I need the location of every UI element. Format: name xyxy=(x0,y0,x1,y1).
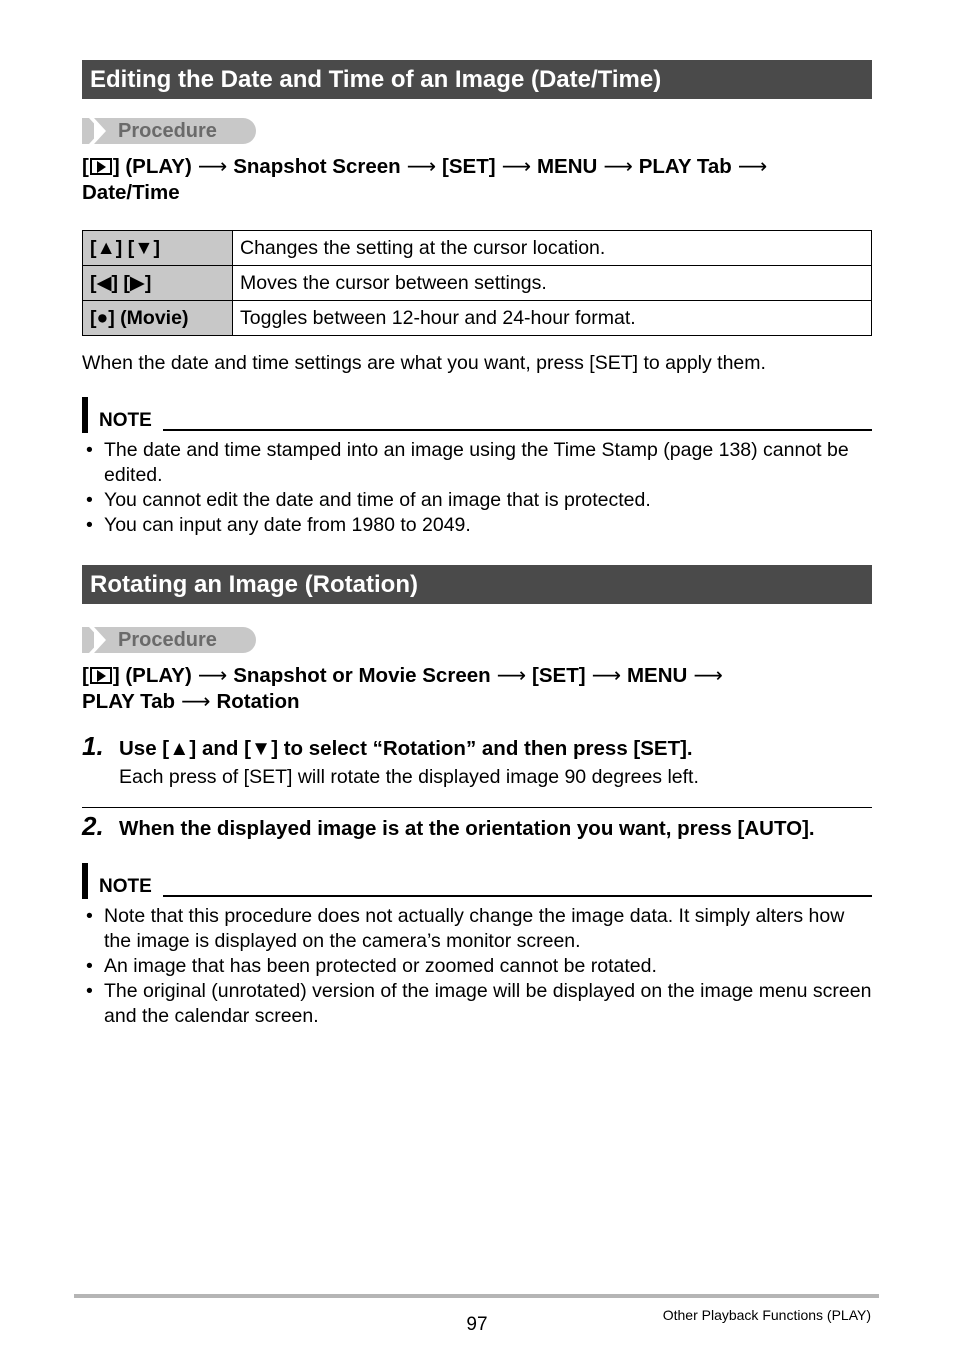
desc-cell: Moves the cursor between settings. xyxy=(233,266,872,301)
apply-instruction: When the date and time settings are what you want, press [SET] to apply them. xyxy=(82,352,766,374)
list-item: • An image that has been protected or zoomed cannot be rotated. xyxy=(82,954,872,979)
play-icon xyxy=(90,667,112,684)
play-icon xyxy=(90,158,112,175)
section-title-date-time: Editing the Date and Time of an Image (Date/Time) xyxy=(82,60,872,99)
procedure-label: Procedure xyxy=(82,627,256,653)
chapter-label: Other Playback Functions (PLAY) xyxy=(662,1307,871,1323)
desc-cell: Changes the setting at the cursor location. xyxy=(233,231,872,266)
table-row xyxy=(83,266,872,301)
procedure-path: [ ] (PLAY) ⟶ Snapshot Screen ⟶ [SET] ⟶ MENU ⟶ PLAY Tab ⟶ Date/Time xyxy=(82,155,768,204)
arrow-icon: ⟶ xyxy=(406,155,437,178)
note-header: NOTE xyxy=(82,863,872,899)
table-row xyxy=(83,231,872,266)
arrow-icon: ⟶ xyxy=(501,155,531,178)
list-item: • You can input any date from 1980 to 2049. xyxy=(82,513,872,538)
list-item: • The date and time stamped into an image using the Time Stamp (page 138) cannot be edited. xyxy=(82,438,872,488)
arrow-icon: ⟶ xyxy=(693,664,723,687)
note-header: NOTE xyxy=(82,397,872,433)
divider xyxy=(82,807,872,808)
arrow-icon: ⟶ xyxy=(591,664,621,687)
procedure-path: [ ] (PLAY) ⟶ Snapshot or Movie Screen ⟶ [SET] ⟶ MENU ⟶ PLAY Tab ⟶ Rotation xyxy=(82,664,723,713)
list-item: • Note that this procedure does not actually change the image data. It simply alters how the image is displayed on the camera’s monitor screen. xyxy=(82,904,872,954)
section-title-rotation: Rotating an Image (Rotation) xyxy=(82,565,872,604)
desc-cell: Toggles between 12-hour and 24-hour format. xyxy=(233,301,872,336)
note-list xyxy=(82,438,872,538)
key-cell: [●] (Movie) xyxy=(83,301,233,336)
step-instruction: When the displayed image is at the orientation you want, press [AUTO]. xyxy=(119,817,815,840)
note-list xyxy=(82,904,872,1029)
step-number: 1. xyxy=(82,731,104,761)
footer-rule xyxy=(74,1294,879,1298)
arrow-icon: ⟶ xyxy=(603,155,633,178)
step-instruction: Use [▲] and [▼] to select “Rotation” and then press [SET]. xyxy=(119,737,693,760)
procedure-label: Procedure xyxy=(82,118,256,144)
list-item: • You cannot edit the date and time of an image that is protected. xyxy=(82,488,872,513)
step-detail: Each press of [SET] will rotate the displayed image 90 degrees left. xyxy=(119,766,699,788)
list-item: • The original (unrotated) version of the image will be displayed on the image menu screen and the calendar screen. xyxy=(82,979,872,1029)
arrow-icon: ⟶ xyxy=(737,155,768,178)
table-row xyxy=(83,301,872,336)
key-cell: [◀] [▶] xyxy=(83,266,233,301)
arrow-icon: ⟶ xyxy=(496,664,527,687)
key-cell: [▲] [▼] xyxy=(83,231,233,266)
arrow-icon: ⟶ xyxy=(197,155,228,178)
arrow-icon: ⟶ xyxy=(197,664,228,687)
key-operations-table xyxy=(82,230,872,336)
arrow-icon: ⟶ xyxy=(181,690,211,713)
step-number: 2. xyxy=(82,811,104,841)
page-number: 97 xyxy=(466,1314,488,1335)
